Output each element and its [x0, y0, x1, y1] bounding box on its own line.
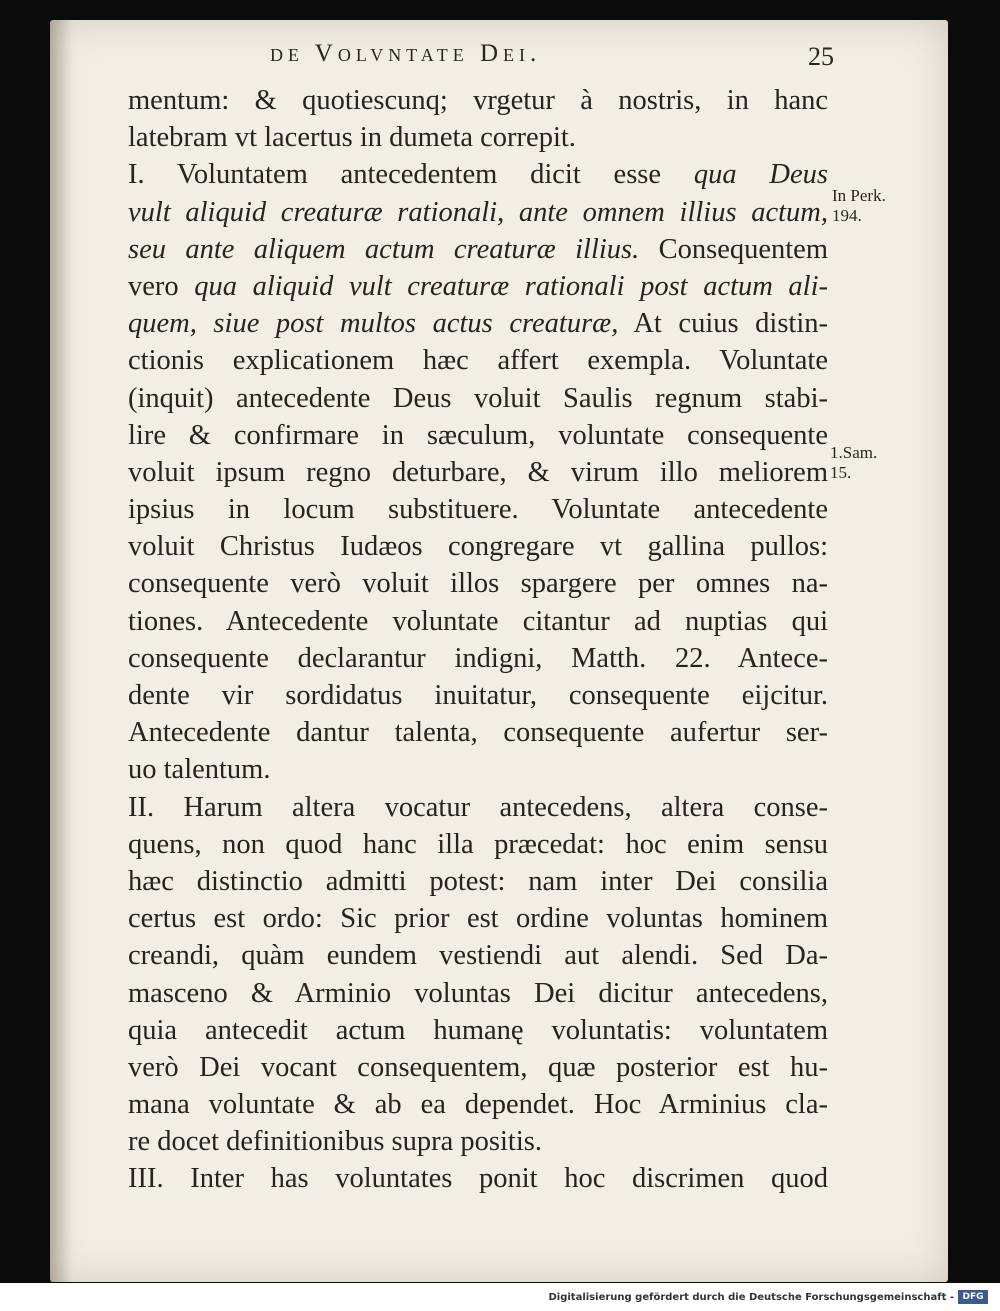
text-line: [128, 491, 828, 528]
text-line: [128, 1049, 828, 1086]
text-segment: vero: [128, 270, 195, 302]
text-line: [128, 714, 828, 751]
text-line: [128, 937, 828, 974]
text-line: [128, 268, 828, 305]
margin-note-samuel: [830, 443, 877, 483]
text-line: [128, 342, 828, 379]
text-segment: masceno & Arminio voluntas Dei dicitur antecedens,: [128, 977, 828, 1009]
text-segment: mentum: & quotiescunq; vrgetur à nostris, in hanc: [128, 85, 828, 116]
page-gutter-shadow: [50, 20, 72, 1282]
text-line: [128, 454, 828, 491]
main-text-block: [128, 82, 828, 1198]
margin-note-perkins: [832, 186, 886, 226]
text-line: [128, 417, 828, 454]
text-line: [128, 900, 828, 937]
text-segment: creandi, quàm eundem vestiendi aut alendi. Sed Da-: [128, 940, 828, 972]
italic-segment: quem, siue post multos actus creaturæ,: [128, 308, 619, 340]
text-line: [128, 975, 828, 1012]
text-line: [128, 1160, 828, 1197]
text-line: [128, 1123, 828, 1160]
text-line: [128, 565, 828, 602]
text-segment: ctionis explicationem hæc affert exempla. Voluntate: [128, 345, 828, 377]
text-line: [128, 751, 828, 788]
italic-segment: qua aliquid vult creaturæ rationali post actum ali-: [194, 270, 828, 302]
text-segment: ipsius in locum substituere. Voluntate antecedente: [128, 494, 828, 526]
text-line: [128, 119, 828, 156]
text-line: [128, 677, 828, 714]
margin-note-line: 15.: [830, 463, 852, 482]
text-segment: (inquit) antecedente Deus voluit Saulis regnum stabi-: [128, 382, 828, 414]
text-segment: voluit Christus Iudæos congregare vt gallina pullos:: [128, 531, 828, 563]
text-segment: verò Dei vocant consequentem, quæ posterior est hu-: [128, 1051, 828, 1083]
text-segment: mana voluntate & ab ea dependet. Hoc Arminius cla-: [128, 1089, 828, 1121]
text-line: [128, 789, 828, 826]
text-line: [128, 1012, 828, 1049]
running-title: de Volvntate Dei.: [270, 40, 542, 67]
text-line: [128, 528, 828, 565]
text-segment: Consequentem: [639, 233, 828, 265]
dfg-logo: DFG: [958, 1290, 988, 1304]
margin-note-line: In Perk.: [832, 186, 886, 205]
page-number: 25: [808, 42, 834, 71]
text-line: [128, 380, 828, 417]
text-segment: dente vir sordidatus inuitatur, consequente eijcitur.: [128, 680, 828, 711]
digitization-credit: Digitalisierung gefördert durch die Deutsche Forschungsgemeinschaft -: [548, 1292, 954, 1303]
text-segment: latebram vt lacertus in dumeta correpit.: [128, 122, 576, 154]
italic-segment: seu ante aliquem actum creaturæ illius.: [128, 233, 640, 265]
text-segment: uo talentum.: [128, 754, 271, 786]
text-segment: Antecedente dantur talenta, consequente aufertur ser-: [128, 717, 828, 749]
text-line: [128, 1086, 828, 1123]
text-segment: I. Voluntatem antecedentem dicit esse: [128, 159, 694, 191]
text-segment: lire & confirmare in sæculum, voluntate consequente: [128, 419, 828, 451]
text-segment: III. Inter has voluntates ponit hoc discrimen quod: [128, 1163, 828, 1195]
text-segment: voluit ipsum regno deturbare, & virum illo meliorem: [128, 456, 828, 488]
text-line: [128, 603, 828, 640]
margin-note-line: 1.Sam.: [830, 443, 878, 462]
text-line: [128, 863, 828, 900]
text-line: [128, 305, 828, 342]
text-segment: At cuius distin-: [618, 308, 828, 340]
text-line: [128, 231, 828, 268]
italic-segment: qua Deus: [693, 159, 828, 191]
text-line: [128, 82, 828, 119]
text-segment: tiones. Antecedente voluntate citantur ad nuptias qui: [128, 605, 828, 637]
text-segment: certus est ordo: Sic prior est ordine voluntas hominem: [128, 903, 828, 935]
text-line: [128, 826, 828, 863]
text-segment: re docet definitionibus supra positis.: [128, 1126, 542, 1158]
text-segment: II. Harum altera vocatur antecedens, altera conse-: [128, 791, 828, 823]
text-segment: quens, non quod hanc illa præcedat: hoc enim sensu: [128, 828, 828, 860]
text-segment: consequente declarantur indigni, Matth. 22. Antece-: [128, 642, 828, 674]
text-line: [128, 640, 828, 677]
text-segment: consequente verò voluit illos spargere per omnes na-: [128, 568, 828, 600]
italic-segment: vult aliquid creaturæ rationali, ante omnem illius actum,: [128, 196, 828, 228]
margin-note-line: 194.: [832, 206, 862, 225]
text-line: [128, 156, 828, 193]
text-segment: hæc distinctio admitti potest: nam inter Dei consilia: [128, 865, 828, 897]
text-line: [128, 194, 828, 231]
text-segment: quia antecedit actum humanę voluntatis: voluntatem: [128, 1014, 828, 1046]
